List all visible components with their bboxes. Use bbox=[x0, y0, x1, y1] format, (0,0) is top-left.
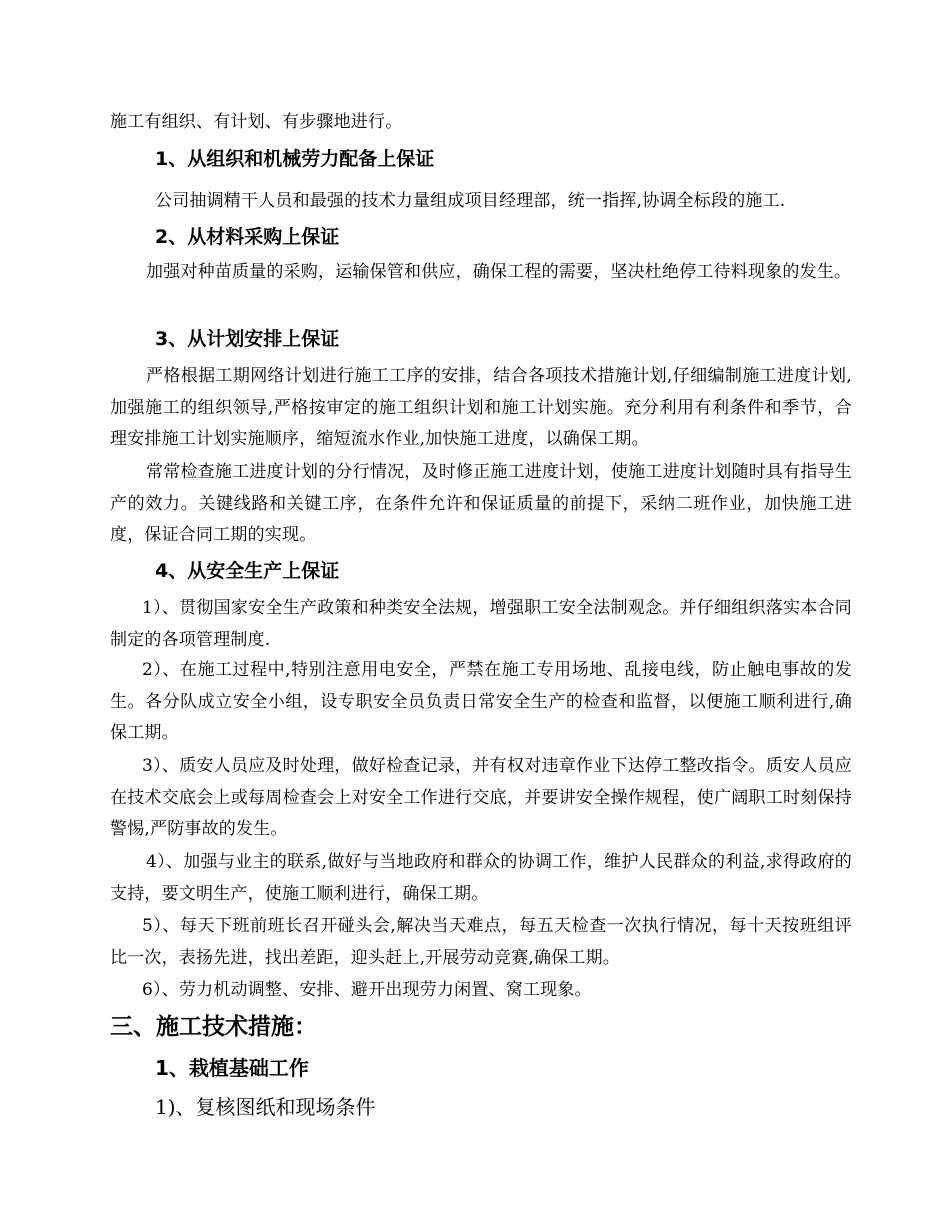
paragraph-4-2: 2）、在施工过程中,特别注意用电安全，严禁在施工专用场地、乱接电线，防止触电事故的发生。各分队成立安全小组，设专职安全员负责日常安全生产的检查和监督，以便施工顺利进行,确保工期。 bbox=[110, 660, 852, 743]
heading-5: 1、栽植基础工作 bbox=[155, 1056, 309, 1080]
heading-3: 3、从计划安排上保证 bbox=[155, 328, 340, 350]
paragraph-3b: 常常检查施工进度计划的分行情况，及时修正施工进度计划，使施工进度计划随时具有指导生产的效力。关键线路和关键工序，在条件允许和保证质量的前提下，采纳二班作业，加快施工进度，保证合同工期的实现。 bbox=[110, 462, 852, 545]
paragraph-1: 公司抽调精干人员和最强的技术力量组成项目经理部，统一指挥,协调全标段的施工. bbox=[155, 191, 786, 211]
paragraph-4-4: 4）、加强与业主的联系,做好与当地政府和群众的协调工作，维护人民群众的利益,求得政府的支持，要文明生产，使施工顺利进行，确保工期。 bbox=[110, 852, 852, 904]
heading-4: 4、从安全生产上保证 bbox=[155, 560, 340, 582]
paragraph-4-5: 5）、每天下班前班长召开碰头会,解决当天难点，每五天检查一次执行情况，每十天按班组评比一次，表扬先进，找出差距，迎头赶上,开展劳动竞赛,确保工期。 bbox=[110, 916, 852, 968]
paragraph-continuation: 施工有组织、有计划、有步骤地进行。 bbox=[110, 112, 403, 132]
paragraph-4-3: 3）、质安人员应及时处理，做好检查记录，并有权对违章作业下达停工整改指令。质安人员应在技术交底会上或每周检查会上对安全工作进行交底，并要讲安全操作规程，使广阔职工时刻保持警惕,严防事故的发生。 bbox=[110, 756, 852, 839]
heading-2: 2、从材料采购上保证 bbox=[155, 226, 340, 248]
paragraph-4-6: 6）、劳力机动调整、安排、避开出现劳力闲置、窝工现象。 bbox=[142, 980, 592, 1000]
heading-6: 1)、复核图纸和现场条件 bbox=[155, 1095, 376, 1119]
paragraph-3a: 严格根据工期网络计划进行施工工序的安排，结合各项技术措施计划,仔细编制施工进度计划,加强施工的组织领导,严格按审定的施工组织计划和施工计划实施。充分利用有利条件和季节，合理安排施工计划实施顺序，缩短流水作业,加快施工进度，以确保工期。 bbox=[110, 366, 852, 449]
paragraph-2: 加强对种苗质量的采购，运输保管和供应，确保工程的需要，坚决杜绝停工待料现象的发生。 bbox=[146, 262, 852, 282]
heading-1: 1、从组织和机械劳力配备上保证 bbox=[155, 148, 435, 170]
paragraph-4-1: 1）、贯彻国家安全生产政策和种类安全法规，增强职工安全法制观念。并仔细组织落实本合同制定的各项管理制度. bbox=[110, 598, 852, 650]
section-heading-3: 三、施工技术措施： bbox=[110, 1013, 317, 1040]
